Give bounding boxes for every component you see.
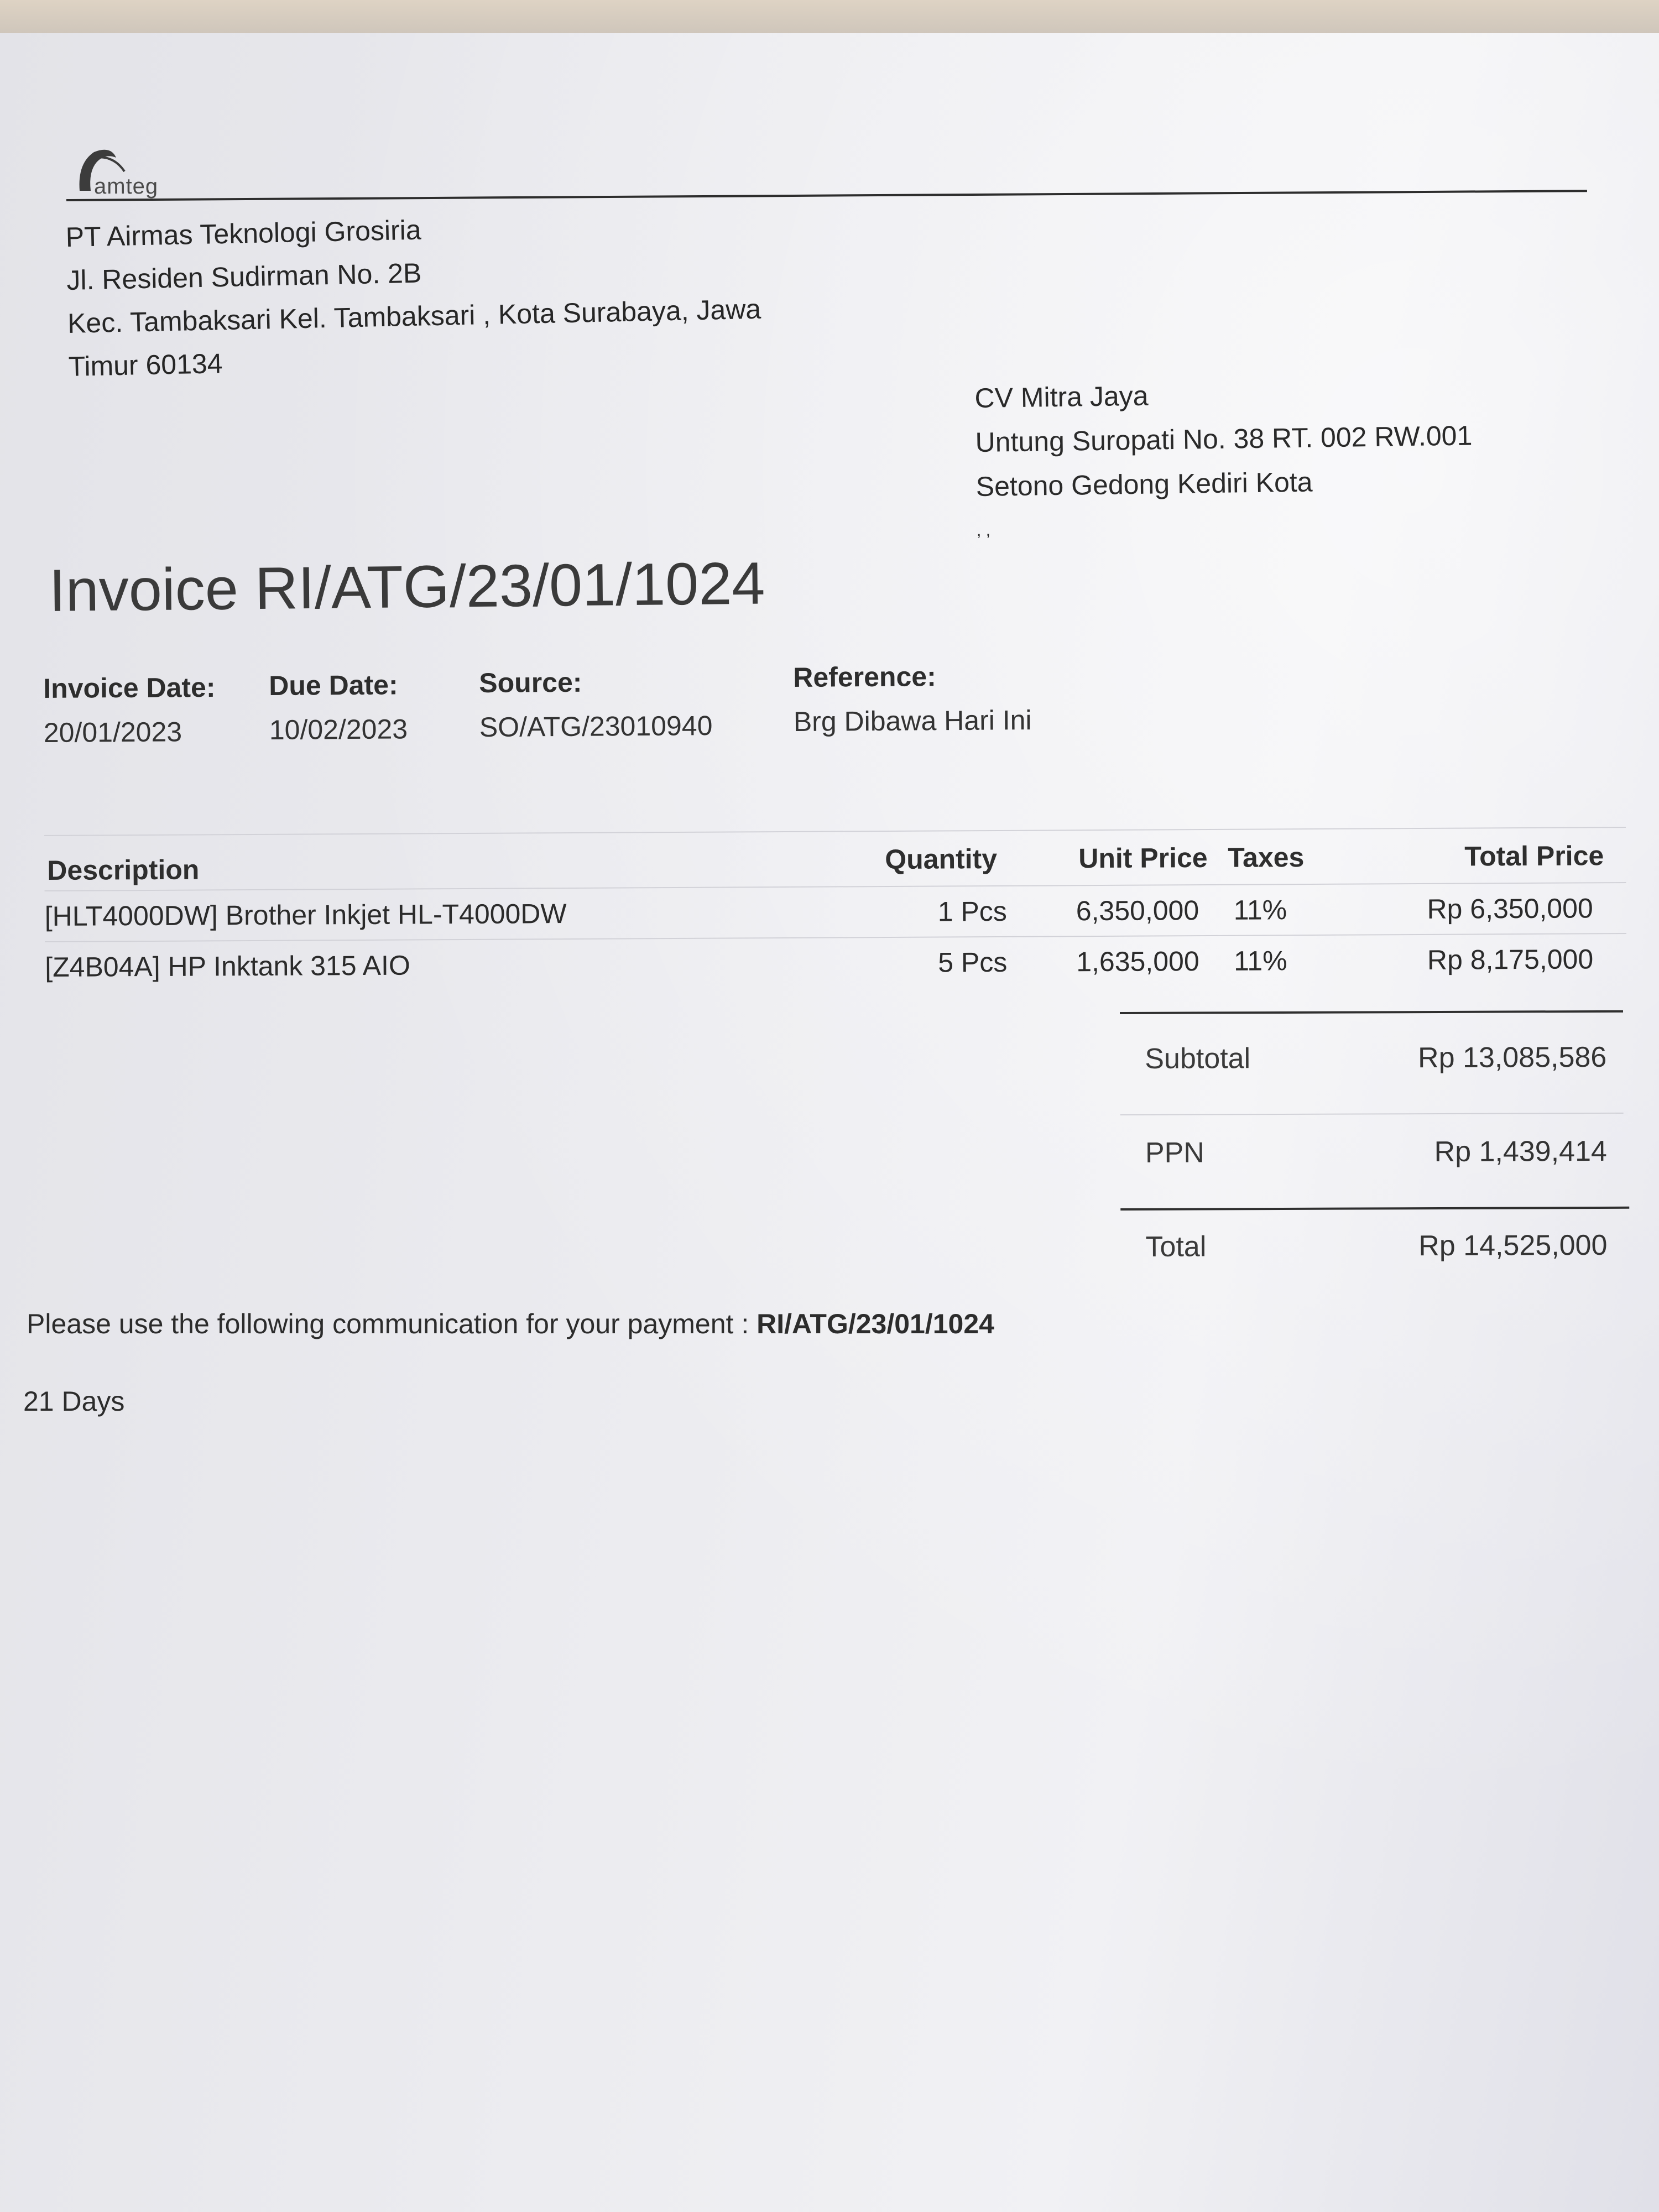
invoice-lines-table (44, 827, 1626, 983)
payment-communication (27, 1308, 994, 1340)
invoice-date-block (43, 665, 216, 755)
company-address-line: Kec. Tambaksari Kel. Tambaksari , Kota Surabaya, Jawa (67, 293, 761, 339)
due-date-label: Due Date: (269, 669, 398, 701)
header-divider (66, 190, 1587, 201)
company-address-line: Jl. Residen Sudirman No. 2B (66, 257, 422, 296)
line-description: [Z4B04A] HP Inktank 315 AIO (45, 950, 410, 983)
source-value: SO/ATG/23010940 (479, 710, 713, 743)
subtotal-rule (1120, 1113, 1624, 1115)
due-date-value: 10/02/2023 (269, 713, 408, 745)
invoice-date-value: 20/01/2023 (43, 716, 182, 748)
source-block (479, 659, 713, 749)
company-name: PT Airmas Teknologi Grosiria (65, 214, 422, 253)
payment-terms: 21 Days (23, 1386, 125, 1417)
customer-address-block (974, 369, 1474, 553)
line-taxes: 11% (1233, 894, 1287, 926)
subtotal-row (1120, 1030, 1629, 1087)
line-unit-price: 1,635,000 (1076, 946, 1199, 978)
company-address-block (65, 201, 763, 388)
col-header-description: Description (47, 854, 200, 886)
table-row (45, 933, 1626, 991)
due-date-block (269, 662, 408, 752)
reference-block (793, 654, 1032, 744)
line-description: [HLT4000DW] Brother Inkjet HL-T4000DW (44, 898, 567, 932)
invoice-paper (0, 33, 1659, 2212)
invoice-date-label: Invoice Date: (43, 671, 216, 704)
table-header-row (44, 830, 1626, 888)
tax-label: PPN (1145, 1136, 1204, 1169)
line-taxes: 11% (1234, 945, 1287, 977)
customer-address-line: , , (976, 521, 991, 540)
col-header-taxes: Taxes (1228, 842, 1305, 873)
total-value: Rp 14,525,000 (1418, 1229, 1608, 1262)
line-quantity: 5 Pcs (938, 946, 1008, 978)
customer-address-line: Untung Suropati No. 38 RT. 002 RW.001 (975, 420, 1473, 458)
col-header-unit-price: Unit Price (1078, 842, 1208, 874)
totals-top-rule (1120, 1010, 1623, 1014)
subtotal-value: Rp 13,085,586 (1418, 1041, 1607, 1074)
customer-name: CV Mitra Jaya (974, 380, 1149, 414)
tax-row (1120, 1124, 1629, 1181)
logo-wordmark: amteg (94, 174, 159, 199)
source-label: Source: (479, 666, 582, 698)
line-total-price: Rp 6,350,000 (1427, 893, 1593, 925)
reference-label: Reference: (793, 661, 936, 693)
payment-reference: RI/ATG/23/01/1024 (757, 1308, 994, 1339)
reference-value: Brg Dibawa Hari Ini (793, 704, 1032, 737)
line-quantity: 1 Pcs (937, 895, 1007, 927)
payment-text: Please use the following communication for your payment : (27, 1308, 757, 1339)
total-label: Total (1145, 1230, 1207, 1263)
invoice-title: Invoice RI/ATG/23/01/1024 (49, 549, 765, 624)
tax-value: Rp 1,439,414 (1434, 1135, 1607, 1168)
line-total-price: Rp 8,175,000 (1427, 943, 1594, 975)
col-header-quantity: Quantity (885, 843, 998, 875)
total-row (1120, 1218, 1629, 1275)
customer-address-line: Setono Gedong Kediri Kota (975, 466, 1313, 502)
table-row (45, 882, 1626, 940)
subtotal-label: Subtotal (1145, 1042, 1251, 1075)
line-unit-price: 6,350,000 (1076, 895, 1199, 927)
totals-block (1120, 1010, 1629, 1263)
company-address-line: Timur 60134 (68, 348, 223, 382)
col-header-total-price: Total Price (1464, 840, 1604, 872)
total-rule (1120, 1207, 1629, 1211)
